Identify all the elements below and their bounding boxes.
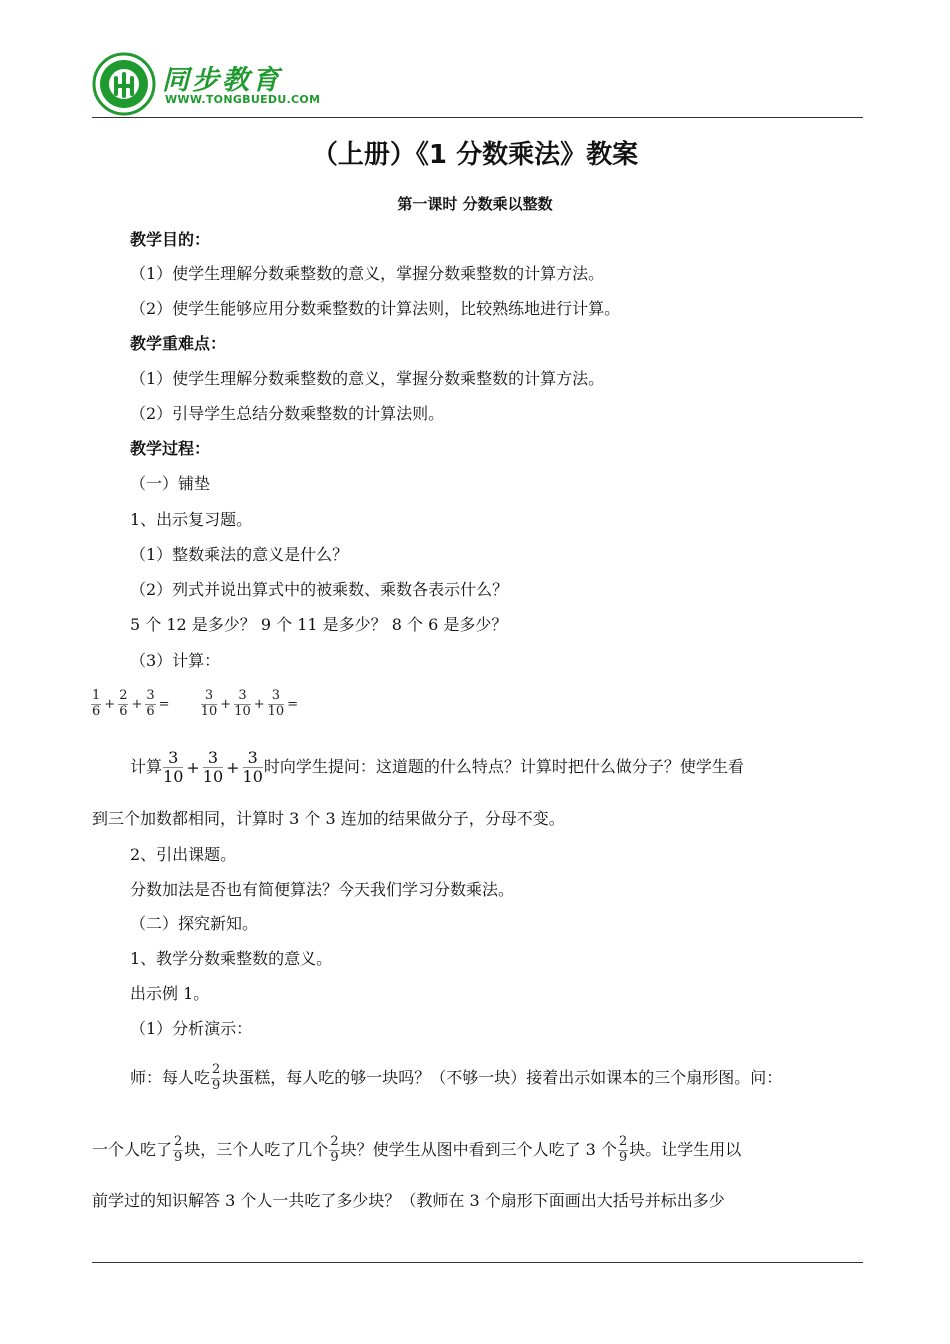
text-line: 1、教学分数乘整数的意义。 <box>130 949 333 968</box>
section-heading-goals: 教学目的： <box>130 230 211 249</box>
fraction: $\frac{1}{6}$ <box>92 688 101 719</box>
logo-icon <box>92 52 156 116</box>
fraction: $\frac{2}{9}$ <box>212 1062 221 1093</box>
fraction: $\frac{3}{10}$ <box>234 688 251 719</box>
text-line: （3）计算： <box>130 651 221 670</box>
fraction: $\frac{3}{10}$ <box>242 747 263 786</box>
fraction: $\frac{2}{9}$ <box>330 1134 339 1165</box>
text-line: （2）使学生能够应用分数乘整数的计算法则，比较熟练地进行计算。 <box>130 299 621 318</box>
text-line: 2、引出课题。 <box>130 845 237 864</box>
fraction: $\frac{2}{9}$ <box>174 1134 183 1165</box>
section-heading-key-points: 教学重难点： <box>130 334 227 353</box>
brand-name: 同步教育 <box>162 65 282 96</box>
calc-expressions: $\frac{1}{6}$ + $\frac{2}{6}$ + $\frac{3}{6}$ = $\frac{3}{10}$ + $\frac{3}{10}$ + $\frac{3}{10}$ = <box>92 688 299 719</box>
text-line: 5 个 12 是多少？ 9 个 11 是多少？ 8 个 6 是多少？ <box>130 615 508 634</box>
brand-url: WWW.TONGBUEDU.COM <box>165 93 321 106</box>
footer-rule <box>92 1262 863 1263</box>
text-line: （1）使学生理解分数乘整数的意义，掌握分数乘整数的计算方法。 <box>130 369 605 388</box>
page-title: （上册）《1 分数乘法》教案 <box>311 140 639 170</box>
fraction: $\frac{2}{9}$ <box>618 1134 628 1165</box>
text-line: （1）分析演示： <box>130 1019 253 1038</box>
text-line: 前学过的知识解答 3 个人一共吃了多少块？（教师在 3 个扇形下面画出大括号并标出多少 <box>92 1191 725 1210</box>
fraction: $\frac{2}{6}$ <box>119 688 128 719</box>
lesson-subtitle: 第一课时 分数乘以整数 <box>397 195 553 213</box>
fraction: $\frac{3}{10}$ <box>163 747 184 786</box>
text-line: （一）铺垫 <box>130 474 211 493</box>
text-line: 分数加法是否也有简便算法？今天我们学习分数乘法。 <box>130 880 515 899</box>
fraction: $\frac{3}{10}$ <box>202 747 224 786</box>
text-line: 一个人吃了 $\frac{2}{9}$ 块，三个人吃了几个 $\frac{2}{9}$ 块？使学生从图中看到三个人吃了 3 个 $\frac{2}{9}$ 块。让学生用以 <box>92 1134 742 1165</box>
text-line: （2）列式并说出算式中的被乘数、乘数各表示什么？ <box>130 580 509 599</box>
text-line: 到三个加数都相同，计算时 3 个 3 连加的结果做分子，分母不变。 <box>92 809 565 828</box>
fraction: $\frac{3}{6}$ <box>146 688 155 719</box>
text-line: 出示例 1。 <box>130 984 210 1003</box>
header-rule <box>92 117 863 118</box>
section-heading-process: 教学过程： <box>130 439 211 458</box>
text-line: 1、出示复习题。 <box>130 510 253 529</box>
fraction: $\frac{3}{10}$ <box>267 688 285 719</box>
text-line: （1）整数乘法的意义是什么？ <box>130 545 349 564</box>
text-line: （1）使学生理解分数乘整数的意义，掌握分数乘整数的计算方法。 <box>130 264 605 283</box>
fraction: $\frac{3}{10}$ <box>200 688 218 719</box>
text-line: （2）引导学生总结分数乘整数的计算法则。 <box>130 404 445 423</box>
text-line: 师：每人吃 $\frac{2}{9}$ 块蛋糕，每人吃的够一块吗？（不够一块）接着出示如课本的三个扇形图。问： <box>130 1062 783 1093</box>
text-line: （二）探究新知。 <box>130 914 259 933</box>
text-line: 计算 $\frac{3}{10}$ + $\frac{3}{10}$ + $\frac{3}{10}$ 时向学生提问：这道题的什么特点？计算时把什么做分子？使学生看 <box>130 747 744 786</box>
